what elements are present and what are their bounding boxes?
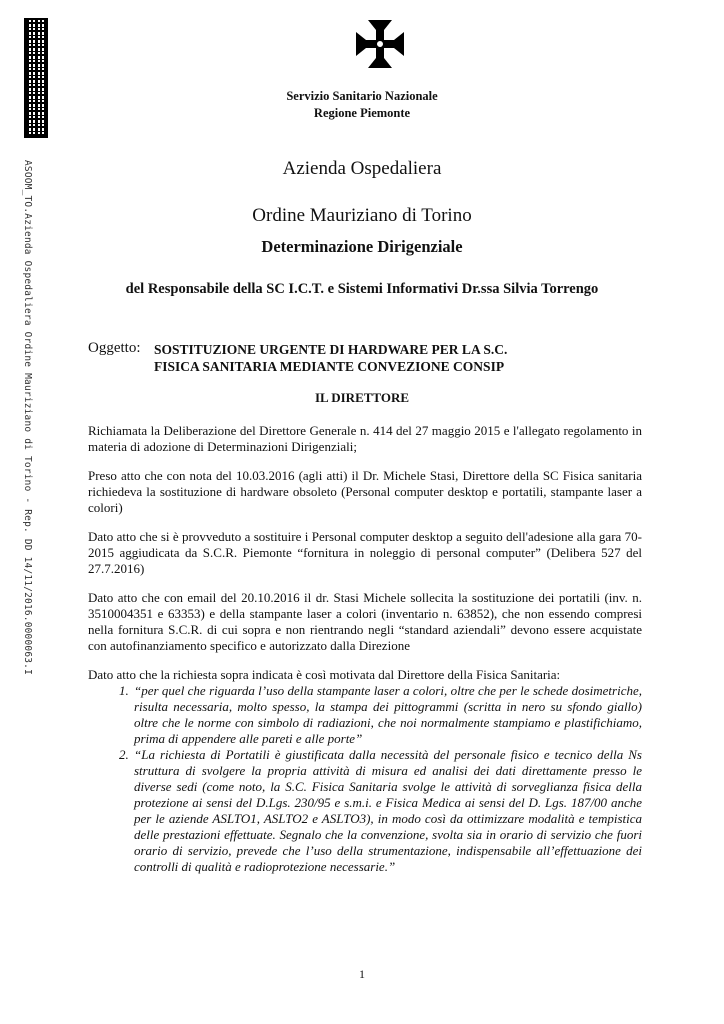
direttore-heading: IL DIRETTORE xyxy=(314,390,410,405)
mauriziano-cross-logo xyxy=(354,18,406,70)
paragraph: Dato atto che con email del 20.10.2016 il dr. Stasi Michele sollecita la sostituzione dei portatili (inv. n. 3510004351 e 63353) e della stampante laser a colori (inventario n. 63852), che non essendo compresi nella fornitura S.C.R. di cui sopra e non rientrando negli “standard aziendali” devono essere acquistate con autofinanziamento specifico e autorizzato dalla Direzione xyxy=(88,590,642,653)
protocol-stamp: ASOOM_TO.Azienda Ospedaliera Ordine Mauriziano di Torino - Rep. DD 14/11/2016.0000063.I xyxy=(22,160,33,675)
ordine-title: Ordine Mauriziano di Torino xyxy=(252,205,472,226)
oggetto-line-1: SOSTITUZIONE URGENTE DI HARDWARE PER LA S.C. xyxy=(154,342,508,357)
paragraph: Dato atto che la richiesta sopra indicata è così motivata dal Direttore della Fisica Sanitaria: xyxy=(88,667,561,682)
oggetto-label: Oggetto: xyxy=(88,340,141,356)
paragraph: Richiamata la Deliberazione del Direttore Generale n. 414 del 27 maggio 2015 e l'allegato regolamento in materia di adozione di Determinazioni Dirigenziali; xyxy=(88,423,642,454)
page-number: 1 xyxy=(359,967,365,981)
document-body xyxy=(88,423,642,875)
determinazione-title: Determinazione Dirigenziale xyxy=(261,237,463,256)
responsabile-line: del Responsabile della SC I.C.T. e Sistemi Informativi Dr.ssa Silvia Torrengo xyxy=(125,281,599,297)
service-header xyxy=(0,88,724,122)
list-item: 2. “La richiesta di Portatili è giustificata dalla necessità del personale fisico e tecnico della Ns struttura di svolgere la propria attività di misura ed analisi dei dati direttamente presso le diverse sedi (come noto, la S.C. Fisica Sanitaria svolge le attività di sorveglianza fisica della protezione ai sensi del D.Lgs. 230/95 e s.m.i. e Fisica Medica ai sensi del D. Lgs. 187/00 anche per le aziende ASLTO1, ASLTO2 e ASLTO3), in modo così da ottimizzare modalità e tempistica delle prestazioni effettuate. Segnalo che la convenzione, svolta sia in orario di servizio che fuori orario di servizio, prevede che l’uso della strumentazione, indispensabile all’effettuazione dei controlli di qualità e radioprotezione necessarie.” xyxy=(132,747,642,875)
motivation-list xyxy=(88,683,642,875)
azienda-title: Azienda Ospedaliera xyxy=(282,158,442,179)
region-name: Regione Piemonte xyxy=(313,106,411,120)
oggetto-text xyxy=(154,341,507,375)
paragraph: Preso atto che con nota del 10.03.2016 (agli atti) il Dr. Michele Stasi, Direttore della SC Fisica sanitaria richiedeva la sostituzione di hardware obsoleto (Personal computer desktop e portatili, stampante laser a colori) xyxy=(88,468,642,515)
paragraph: Dato atto che si è provveduto a sostituire i Personal computer desktop a seguito dell'adesione alla gara 70-2015 aggiudicata da S.C.R. Piemonte “fornitura in noleggio di personal computer” (Delibera 527 del 27.7.2016) xyxy=(88,529,642,576)
oggetto-line-2: FISICA SANITARIA MEDIANTE CONVEZIONE CONSIP xyxy=(154,359,505,374)
list-item: 1. “per quel che riguarda l’uso della stampante laser a colori, oltre che per le schede dosimetriche, risulta necessaria, molto spesso, la stampa dei pittogrammi (scritta in nero su sfondo giallo) oltre che le norme con simbolo di radiazioni, che noi normalmente stampiamo e plastifichiamo, prima di appendere alle pareti e alle porte” xyxy=(132,683,642,747)
service-name: Servizio Sanitario Nazionale xyxy=(286,89,438,103)
